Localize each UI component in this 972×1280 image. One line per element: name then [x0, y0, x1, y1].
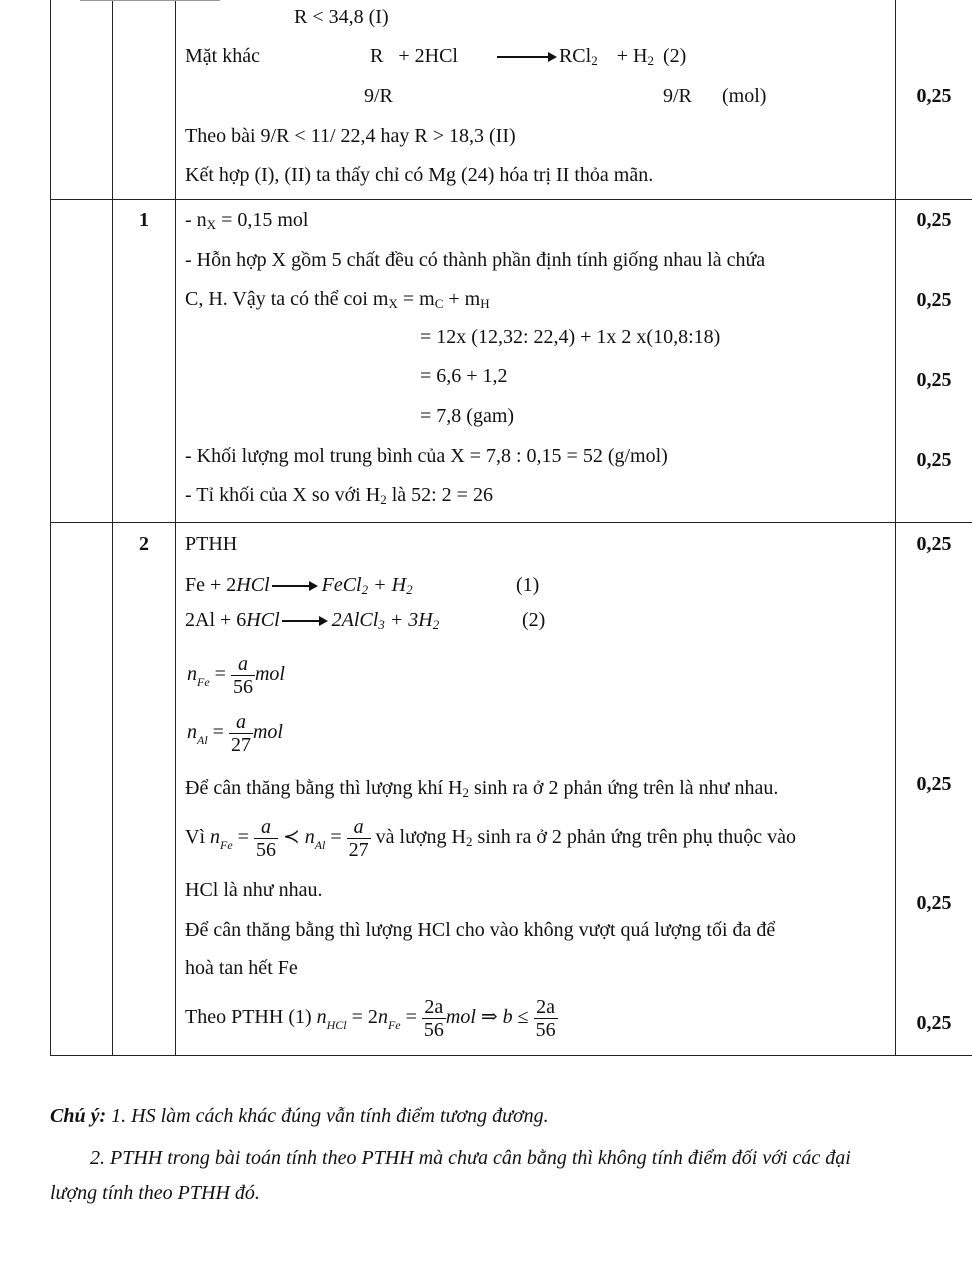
n-al-formula: $n_{Al}$ = $\frac{a}{27}$ mol: [187, 711, 283, 756]
eq1-lhs: Fe + 2: [185, 574, 237, 596]
because-n-fe: n: [210, 826, 220, 849]
score-cell: 0,25: [916, 289, 952, 311]
because-line: Vì $n_{Fe}$ = $\frac{a}{56}$ ≺ $n_{Al}$ = $\frac{a}{27}$ và lượng $H_2$ sinh ra ở 2 phản ứng trên phụ thuộc vào: [185, 816, 797, 861]
balance-line-1: [185, 776, 778, 805]
mix-text: C, H. Vậy ta có thể coi m: [185, 288, 389, 310]
because-sub: 2: [465, 834, 473, 850]
other-label: Mặt khác: [185, 45, 260, 67]
nx-sub: X: [206, 217, 217, 232]
nal-sub: Al: [197, 733, 208, 748]
because-al-sub: Al: [314, 838, 326, 853]
ratio-line: [185, 483, 493, 512]
reaction-al-number: (2): [522, 609, 546, 631]
nfe-unit: mol: [254, 663, 285, 686]
eq-number: (2): [662, 45, 687, 67]
nfe-num: a: [231, 653, 255, 676]
eq1-hcl: HCl: [236, 574, 270, 596]
because-al-num: a: [347, 816, 371, 839]
note-1: 1. HS làm cách khác đúng vẫn tính điểm tương đương.: [106, 1105, 549, 1127]
eq1-h2: + H: [368, 574, 407, 596]
final-den: 56: [423, 1019, 444, 1041]
ratio-text: - Tỉ khối của X so với H: [185, 484, 381, 506]
eq-rcl2: RCl: [558, 45, 592, 67]
balance1-rest: sinh ra ở 2 phản ứng trên là như nhau.: [468, 777, 779, 799]
table-row-divider-1: [50, 199, 972, 200]
because-al-fraction: [347, 816, 371, 861]
balance-line-2: Để cân thăng bằng thì lượng HCl cho vào không vượt quá lượng tối đa để: [185, 919, 776, 941]
note-line-2: 2. PTHH trong bài toán tính theo PTHH mà chưa cân bằng thì không tính điểm đối với các đại: [90, 1147, 851, 1169]
eq-plus-h2: + H: [616, 45, 648, 67]
question-number-2: 2: [139, 533, 149, 555]
final-n-hcl: n: [316, 1006, 327, 1029]
eq2-hcl: HCl: [246, 609, 280, 631]
mol-average-line: - Khối lượng mol trung bình của X = 7,8 : 0,15 = 52 (g/mol): [185, 445, 668, 467]
reaction-al: [185, 608, 439, 637]
hcl-same-line: HCl là như nhau.: [185, 879, 323, 901]
mixture-line-2: [185, 287, 490, 316]
eq1-h2-sub: 2: [406, 582, 413, 597]
because-prefix: Vì: [185, 826, 210, 849]
eq-plus-hcl: + 2HCl: [398, 45, 458, 67]
mol-left: 9/R: [364, 85, 393, 107]
table-col-divider-2: [175, 0, 176, 1056]
nal-den: 27: [230, 734, 251, 756]
because-fe-sub: Fe: [220, 838, 233, 853]
eq-r: R: [370, 45, 384, 67]
because-fe-num: a: [254, 816, 278, 839]
eq2-lhs: 2Al + 6: [185, 609, 247, 631]
because-fe-fraction: [254, 816, 278, 861]
final-prefix: Theo PTHH (1): [185, 1006, 317, 1029]
final-n-fe: n: [377, 1006, 388, 1029]
final-hcl-sub: HCl: [326, 1018, 347, 1033]
table-border-left: [50, 0, 51, 1056]
calc-line-3: = 7,8 (gam): [420, 405, 515, 427]
nx-line: [185, 208, 308, 237]
reaction-arrow-icon: [282, 620, 326, 622]
mix-sub-h: H: [480, 296, 490, 311]
eq-rcl2-sub: 2: [591, 53, 598, 68]
note-line-3: lượng tính theo PTHH đó.: [50, 1182, 260, 1204]
score-cell: 0,25: [916, 449, 952, 471]
final-b-fraction: [534, 996, 558, 1041]
reaction-fe: [185, 573, 413, 602]
nal-fraction: [229, 711, 253, 756]
final-b-num: 2a: [534, 996, 558, 1019]
reaction-arrow-icon: [497, 56, 555, 58]
mol-unit: (mol): [722, 85, 767, 107]
eq-h2-sub: 2: [647, 53, 654, 68]
eq1-rhs-sub: 2: [361, 582, 369, 597]
reaction-arrow-icon: [272, 585, 316, 587]
eq2-rhs-sub: 3: [378, 617, 385, 632]
eq2-h2-sub: 2: [432, 617, 440, 632]
inequality-one: R < 34,8 (I): [294, 6, 389, 28]
nfe-n: n: [187, 663, 197, 686]
nal-n: n: [187, 721, 197, 744]
nfe-den: 56: [232, 676, 253, 698]
final-mol: mol: [445, 1006, 476, 1029]
final-num: 2a: [422, 996, 446, 1019]
mol-right: 9/R: [663, 85, 692, 107]
final-fraction: [422, 996, 446, 1041]
calc-line-2: = 6,6 + 1,2: [420, 365, 508, 387]
mix-eq: = m: [397, 288, 435, 310]
reaction-fe-number: (1): [516, 574, 540, 596]
score-cell: 0,25: [916, 892, 952, 914]
table-col-divider-1: [112, 0, 113, 1056]
eq1-rhs: FeCl: [321, 574, 362, 596]
calc-line-1: = 12x (12,32: 22,4) + 1x 2 x(10,8:18): [420, 326, 721, 348]
balance-line-3: hoà tan hết Fe: [185, 957, 298, 979]
because-al-den: 27: [348, 839, 369, 861]
pthh-heading: PTHH: [185, 533, 238, 555]
ratio-value: là 52: 2 = 26: [386, 484, 493, 506]
table-border-bottom: [50, 1055, 972, 1056]
score-cell: 0,25: [916, 1012, 952, 1034]
because-text: và lượng H: [370, 826, 466, 849]
score-cell: 0,25: [916, 209, 952, 231]
reaction-equation-2: [370, 44, 686, 73]
nx-value: = 0,15 mol: [216, 209, 309, 231]
nal-num: a: [229, 711, 253, 734]
table-border-top: [80, 0, 220, 1]
nfe-sub: Fe: [197, 675, 210, 690]
balance1-text: Để cân thăng bằng thì lượng khí H: [185, 777, 463, 799]
balance1-sub: 2: [462, 785, 469, 800]
score-cell: 0,25: [916, 369, 952, 391]
mix-sub-x: X: [388, 296, 398, 311]
n-fe-formula: $n_{Fe}$ = $\frac{a}{56}$ mol: [187, 653, 285, 698]
eq2-rhs: 2AlCl: [331, 609, 379, 631]
note-label: Chú ý:: [50, 1105, 107, 1127]
mix-sub-c: C: [434, 296, 444, 311]
mixture-line-1: - Hỗn hợp X gồm 5 chất đều có thành phần định tính giống nhau là chứa: [185, 249, 766, 271]
final-b-den: 56: [535, 1019, 556, 1041]
ratio-sub: 2: [380, 492, 387, 507]
question-number-1: 1: [139, 209, 149, 231]
score-cell: 0,25: [916, 533, 952, 555]
nal-unit: mol: [252, 721, 283, 744]
because-n-al: n: [304, 826, 315, 849]
score-cell: 0,25: [916, 773, 952, 795]
nx-prefix: - n: [185, 209, 207, 231]
mix-plus: + m: [443, 288, 481, 310]
because-rest: sinh ra ở 2 phản ứng trên phụ thuộc vào: [472, 826, 797, 849]
final-fe-sub: Fe: [387, 1018, 401, 1033]
final-line: Theo PTHH (1) $n_{HCl} = 2n_{Fe}$ = $\frac{2a}{56}$ mol ⇒ b ≤ $\frac{2a}{56}$: [185, 996, 556, 1041]
theo-bai-line: Theo bài 9/R < 11/ 22,4 hay R > 18,3 (II): [185, 125, 516, 147]
table-row-divider-2: [50, 522, 972, 523]
eq2-h2: + 3H: [384, 609, 433, 631]
score-cell: 0,25: [916, 85, 952, 107]
note-line-1: [50, 1103, 549, 1129]
nfe-fraction: [231, 653, 255, 698]
final-b: b: [502, 1006, 513, 1029]
because-fe-den: 56: [255, 839, 276, 861]
ket-hop-line: Kết hợp (I), (II) ta thấy chỉ có Mg (24) hóa trị II thỏa mãn.: [185, 164, 654, 186]
